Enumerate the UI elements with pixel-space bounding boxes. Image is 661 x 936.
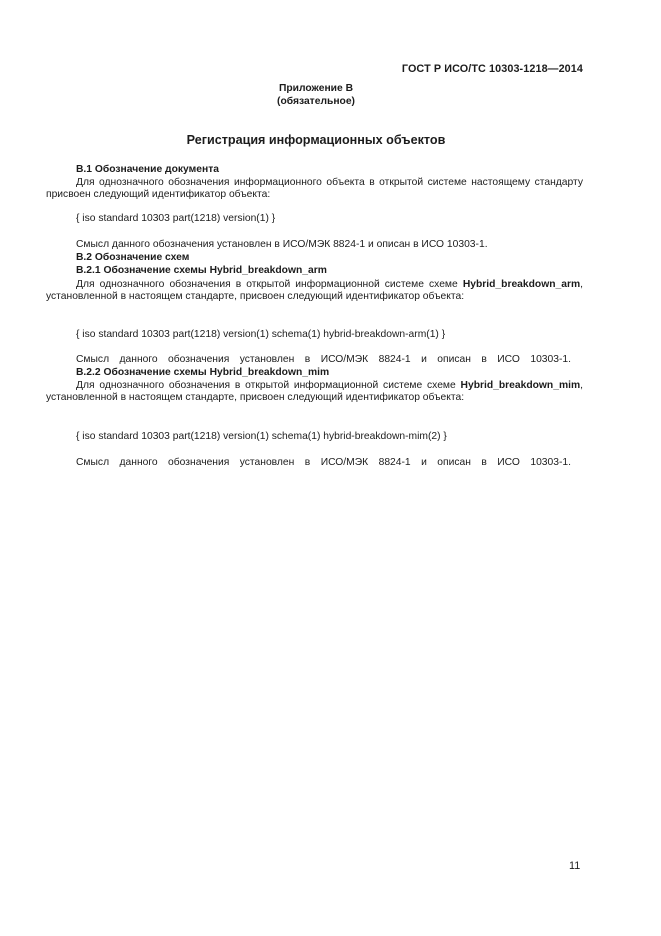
paragraph-b1: Для однозначного обозначения информационного объекта в открытой системе настоящему стандарту присвоен следующий идентификатор объекта: bbox=[46, 177, 583, 201]
heading-b2: В.2 Обозначение схем bbox=[76, 252, 190, 263]
heading-b1: В.1 Обозначение документа bbox=[76, 164, 219, 175]
schema-name-mim: Hybrid_breakdown_mim bbox=[460, 380, 581, 391]
section-title: Регистрация информационных объектов bbox=[186, 133, 446, 147]
heading-b21: В.2.1 Обозначение схемы Hybrid_breakdown_arm bbox=[76, 265, 327, 276]
paragraph-b22: Для однозначного обозначения в открытой информационной системе схеме Hybrid_breakdown_mim, установленной в настоящем стандарте, присвоен следующий идентификатор объекта: bbox=[46, 380, 583, 404]
meaning-b21: Смысл данного обозначения установлен в ИСО/МЭК 8824-1 и описан в ИСО 10303-1. bbox=[76, 354, 571, 365]
annex-subtitle: (обязательное) bbox=[277, 96, 355, 107]
document-header: ГОСТ Р ИСО/ТС 10303-1218—2014 bbox=[401, 63, 583, 75]
annex-title: Приложение В bbox=[278, 83, 354, 94]
meaning-b22: Смысл данного обозначения установлен в ИСО/МЭК 8824-1 и описан в ИСО 10303-1. bbox=[76, 457, 571, 468]
identifier-b22: { iso standard 10303 part(1218) version(1) schema(1) hybrid-breakdown-mim(2) } bbox=[76, 431, 447, 442]
paragraph-b21: Для однозначного обозначения в открытой информационной системе схеме Hybrid_breakdown_arm, установленной в настоящем стандарте, присвоен следующий идентификатор объекта: bbox=[46, 279, 583, 303]
identifier-b21: { iso standard 10303 part(1218) version(1) schema(1) hybrid-breakdown-arm(1) } bbox=[76, 329, 446, 340]
identifier-b1: { iso standard 10303 part(1218) version(1) } bbox=[76, 213, 276, 224]
schema-name-arm: Hybrid_breakdown_arm bbox=[462, 279, 581, 290]
page-number: 11 bbox=[569, 860, 581, 872]
meaning-b1: Смысл данного обозначения установлен в ИСО/МЭК 8824-1 и описан в ИСО 10303-1. bbox=[76, 239, 488, 250]
heading-b22: В.2.2 Обозначение схемы Hybrid_breakdown_mim bbox=[76, 367, 330, 378]
